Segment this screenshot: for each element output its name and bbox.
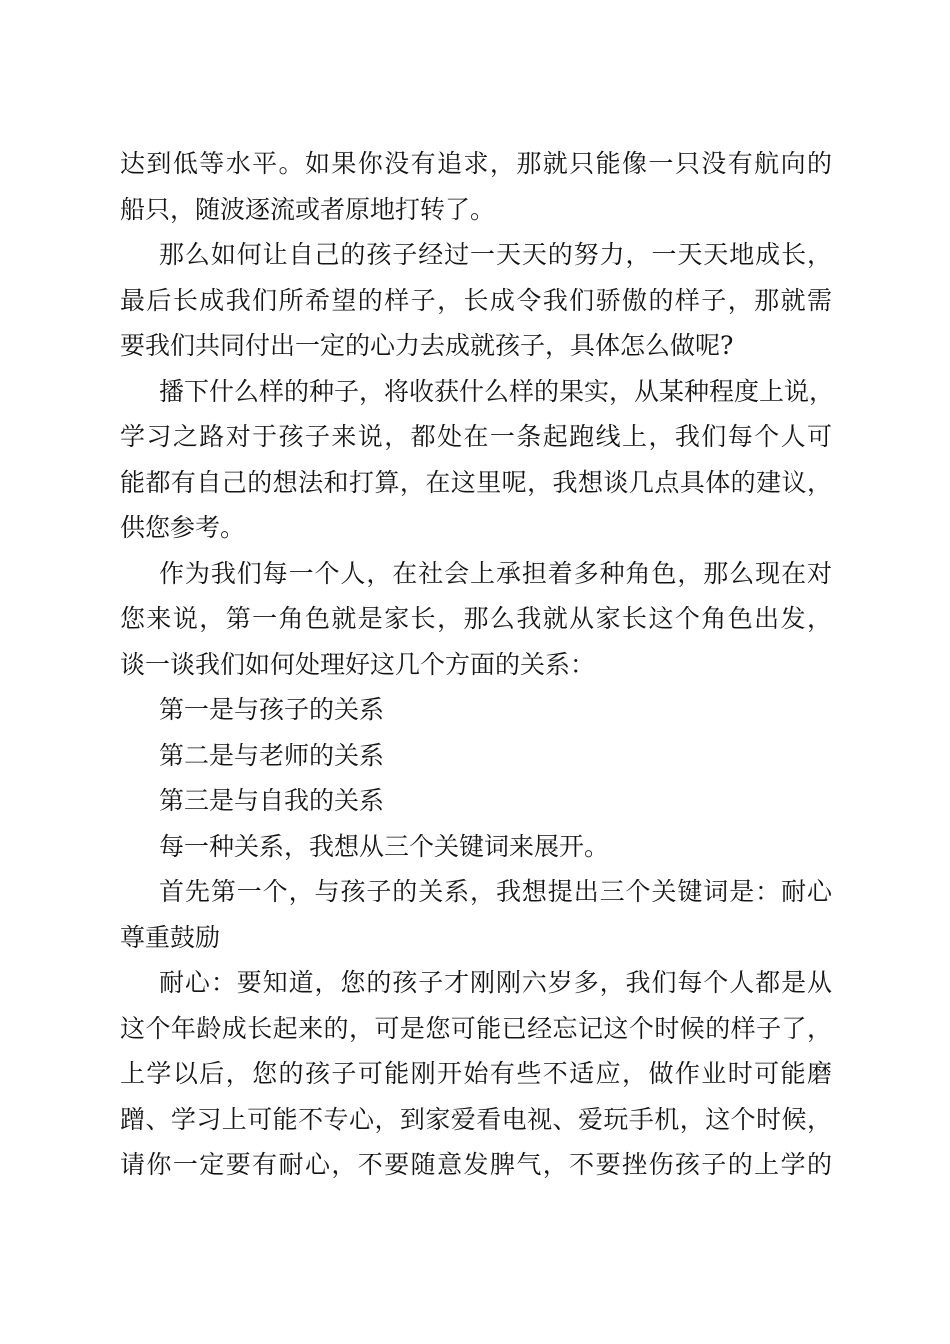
text-line: 每一种关系，我想从三个关键词来展开。 <box>159 831 610 861</box>
text-line: 这个年龄成长起来的，可是您可能已经忘记这个时候的样子了， <box>120 1013 832 1043</box>
text-line: 请你一定要有耐心，不要随意发脾气，不要挫伤孩子的上学的 <box>120 1150 832 1179</box>
text-line: 尊重鼓励 <box>120 922 221 952</box>
text-line: 您来说，第一角色就是家长，那么我就从家长这个角色出发， <box>120 604 832 633</box>
text-line: 谈一谈我们如何处理好这几个方面的关系： <box>120 649 596 679</box>
body-text <box>120 141 835 1188</box>
list-item-relationship-child: 第一是与孩子的关系 <box>159 695 385 724</box>
text-line: 达到低等水平。如果你没有追求，那就只能像一只没有航向的 <box>120 149 832 178</box>
list-item-relationship-self: 第三是与自我的关系 <box>159 786 385 815</box>
text-line: 船只，随波逐流或者原地打转了。 <box>120 194 496 224</box>
text-line: 播下什么样的种子，将收获什么样的果实，从某种程度上说， <box>159 376 835 406</box>
text-line: 供您参考。 <box>120 513 246 542</box>
list-item-relationship-teacher: 第二是与老师的关系 <box>159 740 385 770</box>
text-line: 首先第一个，与孩子的关系，我想提出三个关键词是：耐心 <box>159 877 832 906</box>
text-line: 耐心：要知道，您的孩子才刚刚六岁多，我们每个人都是从 <box>159 968 832 997</box>
text-line: 那么如何让自己的孩子经过一天天的努力，一天天地成长， <box>159 240 832 269</box>
text-line: 蹭、学习上可能不专心，到家爱看电视、爱玩手机，这个时候， <box>120 1104 832 1134</box>
text-line: 学习之路对于孩子来说，都处在一条起跑线上，我们每个人可 <box>120 422 832 451</box>
text-line: 最后长成我们所希望的样子，长成令我们骄傲的样子，那就需 <box>120 285 832 315</box>
text-line: 作为我们每一个人，在社会上承担着多种角色，那么现在对 <box>159 558 832 588</box>
text-line: 上学以后，您的孩子可能刚开始有些不适应，做作业时可能磨 <box>120 1059 832 1088</box>
text-line: 要我们共同付出一定的心力去成就孩子，具体怎么做呢? <box>120 331 734 360</box>
text-line: 能都有自己的想法和打算，在这里呢，我想谈几点具体的建议， <box>120 467 832 497</box>
